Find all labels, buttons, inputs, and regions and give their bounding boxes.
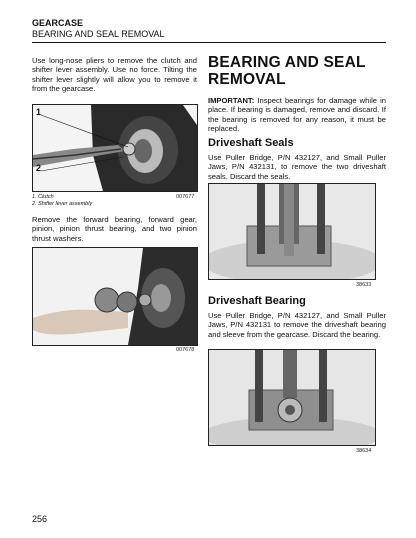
- page-number: 256: [32, 514, 48, 524]
- seal-puller-photo: [209, 184, 375, 279]
- important-text: Inspect bearings for damage while in place. If bearing is damaged, remove and discard. If the bearing is removed for any reason, it must be replaced.: [208, 96, 386, 134]
- figure-number: 007678: [176, 347, 195, 353]
- page-header: [32, 18, 386, 43]
- important-note: [208, 96, 386, 134]
- important-label: IMPORTANT:: [208, 96, 255, 105]
- figure-number: 38633: [356, 282, 372, 288]
- caption-clutch: 1. Clutch: [32, 194, 54, 200]
- subsection-title: BEARING AND SEAL REMOVAL: [32, 29, 386, 43]
- left-para-2: Remove the forward bearing, forward gear, pinion, pinion thrust bearing, and two pinion thrust washers.: [32, 215, 197, 243]
- callout-1: 1: [36, 107, 42, 117]
- figure-seal-puller: [208, 183, 376, 280]
- bearing-heading: Driveshaft Bearing: [208, 295, 306, 307]
- gear-photo: [33, 248, 197, 345]
- callout-2: 2: [36, 163, 42, 173]
- figure-number: 007677: [176, 194, 195, 200]
- left-para-1: Use long-nose pliers to remove the clutch and shifter lever assembly. Use no force. Tilting the shifter lever slightly will allow you to remove it from the gearcase.: [32, 56, 197, 94]
- figure-clutch-removal: [32, 104, 198, 192]
- caption-shifter: 2. Shifter lever assembly: [32, 201, 93, 207]
- figure-gear-removal: [32, 247, 198, 346]
- clutch-photo: [33, 105, 197, 191]
- page-title: BEARING AND SEAL REMOVAL: [208, 54, 366, 88]
- bearing-section: [208, 295, 386, 339]
- bearing-text: Use Puller Bridge, P/N 432127, and Small Puller Jaws, P/N 432131 to remove the driveshaft bearing and sleeve from the gearcase. Discard the bearing.: [208, 311, 386, 339]
- figure-number: 38634: [356, 448, 372, 454]
- right-title-block: [208, 54, 386, 88]
- figure-bearing-puller: [208, 349, 376, 446]
- seals-text: Use Puller Bridge, P/N 432127, and Small Puller Jaws, P/N 432131, to remove the two driveshaft seals. Discard the seals.: [208, 153, 386, 181]
- bearing-puller-photo: [209, 350, 375, 445]
- section-title: GEARCASE: [32, 18, 84, 28]
- seals-heading: Driveshaft Seals: [208, 137, 294, 149]
- seals-section: [208, 137, 386, 181]
